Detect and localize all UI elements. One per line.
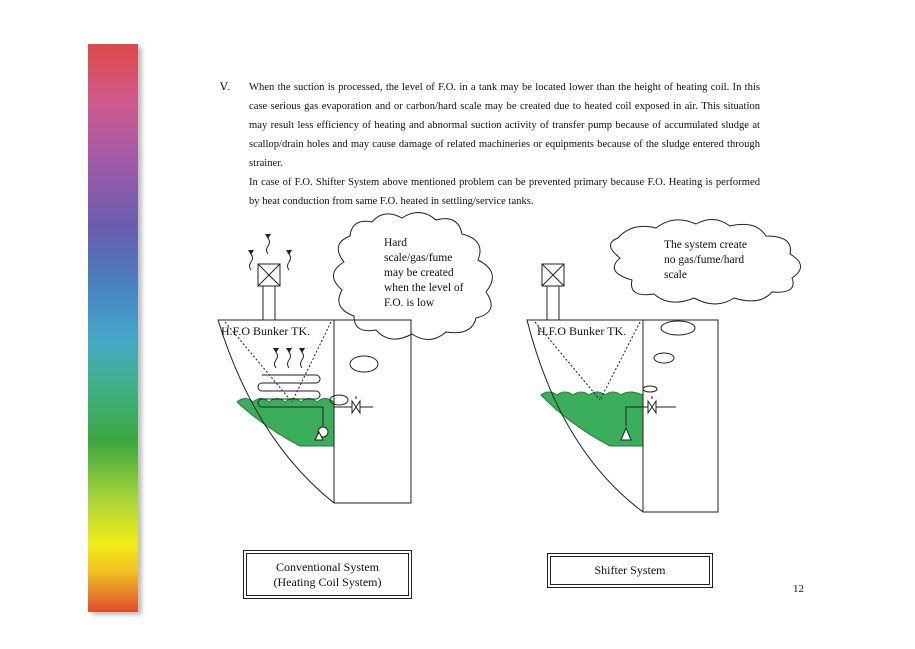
right-cloud-line: The system create bbox=[664, 239, 748, 251]
left-cloud-line: when the level of bbox=[384, 282, 464, 294]
left-cloud-line: scale/gas/fume bbox=[384, 252, 453, 264]
page-number: 12 bbox=[793, 583, 804, 595]
right-cloud-line: scale bbox=[664, 269, 687, 281]
left-tank-label: H.F.O Bunker TK. bbox=[221, 324, 311, 338]
right-cloud-text bbox=[664, 238, 747, 283]
left-cloud-text bbox=[384, 236, 464, 311]
paragraph-2: In case of F.O. Shifter System above mentioned problem can be prevented primary because F.O. Heating is performed by heat conduction from same F.O. heated in settling/service tanks. bbox=[249, 177, 760, 207]
paragraph-1-text: When the suction is processed, the level of F.O. in a tank may be located lower than the height of heating coil. In this case serious gas evaporation and or carbon/hard scale may be created due to heated coil exposed in air. This situation may result less efficiency of heating and abnormal suction activity of transfer pump because of accumulated sludge at scallop/drain holes and may cause damage of related machineries or equipments because of the sludge entered through strainer. bbox=[249, 82, 760, 169]
right-tank-label: H.F.O Bunker TK. bbox=[537, 324, 627, 338]
shifter-system-caption bbox=[547, 553, 713, 588]
conventional-system-caption bbox=[243, 550, 412, 599]
left-cloud-line: may be created bbox=[384, 267, 454, 279]
caption-text: Shifter System bbox=[594, 563, 666, 577]
left-cloud-line: Hard bbox=[384, 237, 407, 249]
item-marker: Ⅴ. bbox=[220, 82, 231, 93]
caption-line-2: (Heating Coil System) bbox=[273, 574, 382, 589]
left-cloud-line: F.O. is low bbox=[384, 297, 435, 309]
right-cloud-line: no gas/fume/hard bbox=[664, 254, 745, 266]
left-tank bbox=[218, 238, 411, 503]
caption-line-1: Conventional System bbox=[276, 559, 379, 574]
right-tank bbox=[527, 264, 718, 512]
